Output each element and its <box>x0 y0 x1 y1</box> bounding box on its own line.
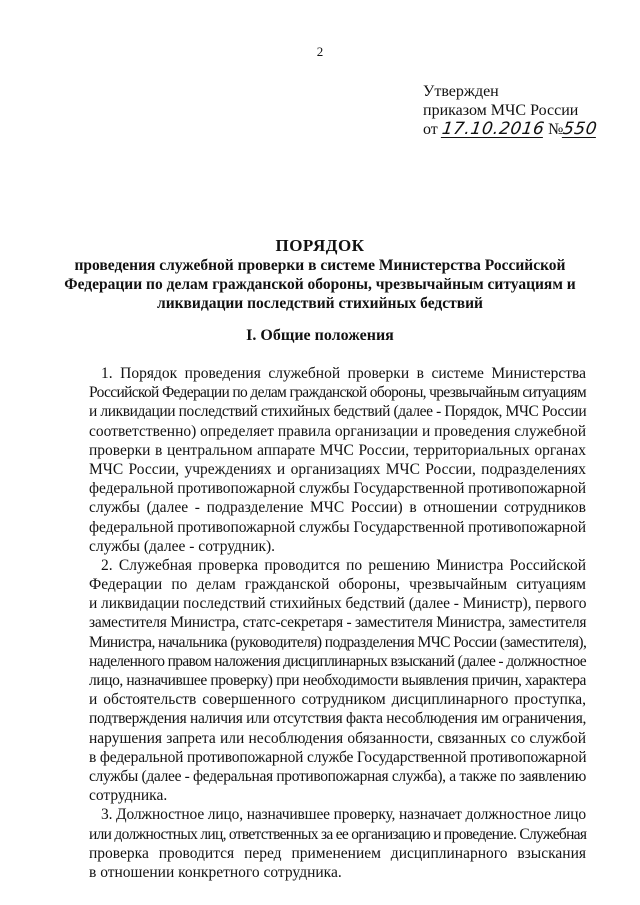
approval-from-prefix: от <box>423 121 438 138</box>
paragraph-1 <box>89 364 586 556</box>
text-line: 2. Служебная проверка проводится по решению Министра Российской <box>101 556 586 574</box>
text-line: подтверждения наличия или отсутствия факта несоблюдения им ограничения, <box>89 710 587 728</box>
text-line: в федеральной противопожарной службе Государственной противопожарной <box>89 748 587 766</box>
text-line: службы (далее - подразделение МЧС России) в отношении сотрудников <box>89 499 586 517</box>
subtitle-line: Федерации по делам гражданской обороны, чрезвычайным ситуациям и <box>64 276 576 293</box>
page-number: 2 <box>316 44 324 59</box>
subtitle-line: проведения служебной проверки в системе Министерства Российской <box>74 257 566 274</box>
approval-line-date-number <box>423 120 597 139</box>
text-line: лицо, назначившее проверку) при необходимости выявления причин, характера <box>89 672 586 689</box>
text-line: заместителя Министра, статс-секретаря - заместителя Министра, заместителя <box>89 614 587 632</box>
text-line: Федерации по делам гражданской обороны, чрезвычайным ситуациям <box>89 576 586 594</box>
approval-line-order: приказом МЧС России <box>423 102 579 119</box>
text-line: наделенного правом наложения дисциплинарных взысканий (далее - должностное <box>89 652 586 670</box>
text-line: 3. Должностное лицо, назначившее проверку, назначает должностное лицо <box>101 806 586 824</box>
section-heading: I. Общие положения <box>246 327 394 344</box>
text-line: службы (далее - сотрудник). <box>89 537 276 555</box>
text-line: соответственно) определяет правила организации и проведения служебной <box>89 422 586 440</box>
approval-stamp <box>423 82 597 139</box>
text-line: службы (далее - федеральная противопожарная служба), а также по заявлению <box>89 767 587 785</box>
text-line: и обстоятельств совершенного сотрудником дисциплинарного проступка, <box>89 691 586 709</box>
text-line: МЧС России, учреждениях и организациях МЧС России, подразделениях <box>89 460 586 478</box>
paragraph-2 <box>89 556 586 805</box>
text-line: нарушения запрета или несоблюдения обязанности, связанных со службой <box>89 729 586 747</box>
text-line: Российской Федерации по делам гражданской обороны, чрезвычайным ситуациям <box>89 384 586 402</box>
text-line: или должностных лиц, ответственных за ее организацию и проведение. Служебная <box>89 825 587 843</box>
text-line: проверка проводится перед применением дисциплинарного взыскания <box>89 844 586 862</box>
text-line: 1. Порядок проведения служебной проверки в системе Министерства <box>101 365 586 382</box>
handwritten-date: 17.10.2016 <box>440 119 546 139</box>
text-line: в отношении конкретного сотрудника. <box>89 863 342 881</box>
handwritten-number: 550 <box>562 119 599 139</box>
text-line: сотрудника. <box>89 787 168 805</box>
approval-number-prefix: № <box>548 121 564 138</box>
text-line: Министра, начальника (руководителя) подразделения МЧС России (заместителя), <box>89 633 587 651</box>
subtitle-line: ликвидации последствий стихийных бедствий <box>157 295 483 312</box>
text-line: проверки в центральном аппарате МЧС России, территориальных органах <box>89 441 586 459</box>
text-line: федеральной противопожарной службы Государственной противопожарной <box>89 518 586 536</box>
text-line: и ликвидации последствий стихийных бедствий (далее - Министр), первого <box>89 595 587 613</box>
document-body <box>89 364 586 882</box>
text-line: и ликвидации последствий стихийных бедствий (далее - Порядок, МЧС России <box>89 403 587 421</box>
document-title: ПОРЯДОК <box>275 236 365 255</box>
document-subtitle <box>60 256 580 313</box>
text-line: федеральной противопожарной службы Государственной противопожарной <box>89 480 586 498</box>
paragraph-3 <box>89 805 586 882</box>
approval-line-approved: Утвержден <box>423 83 499 100</box>
